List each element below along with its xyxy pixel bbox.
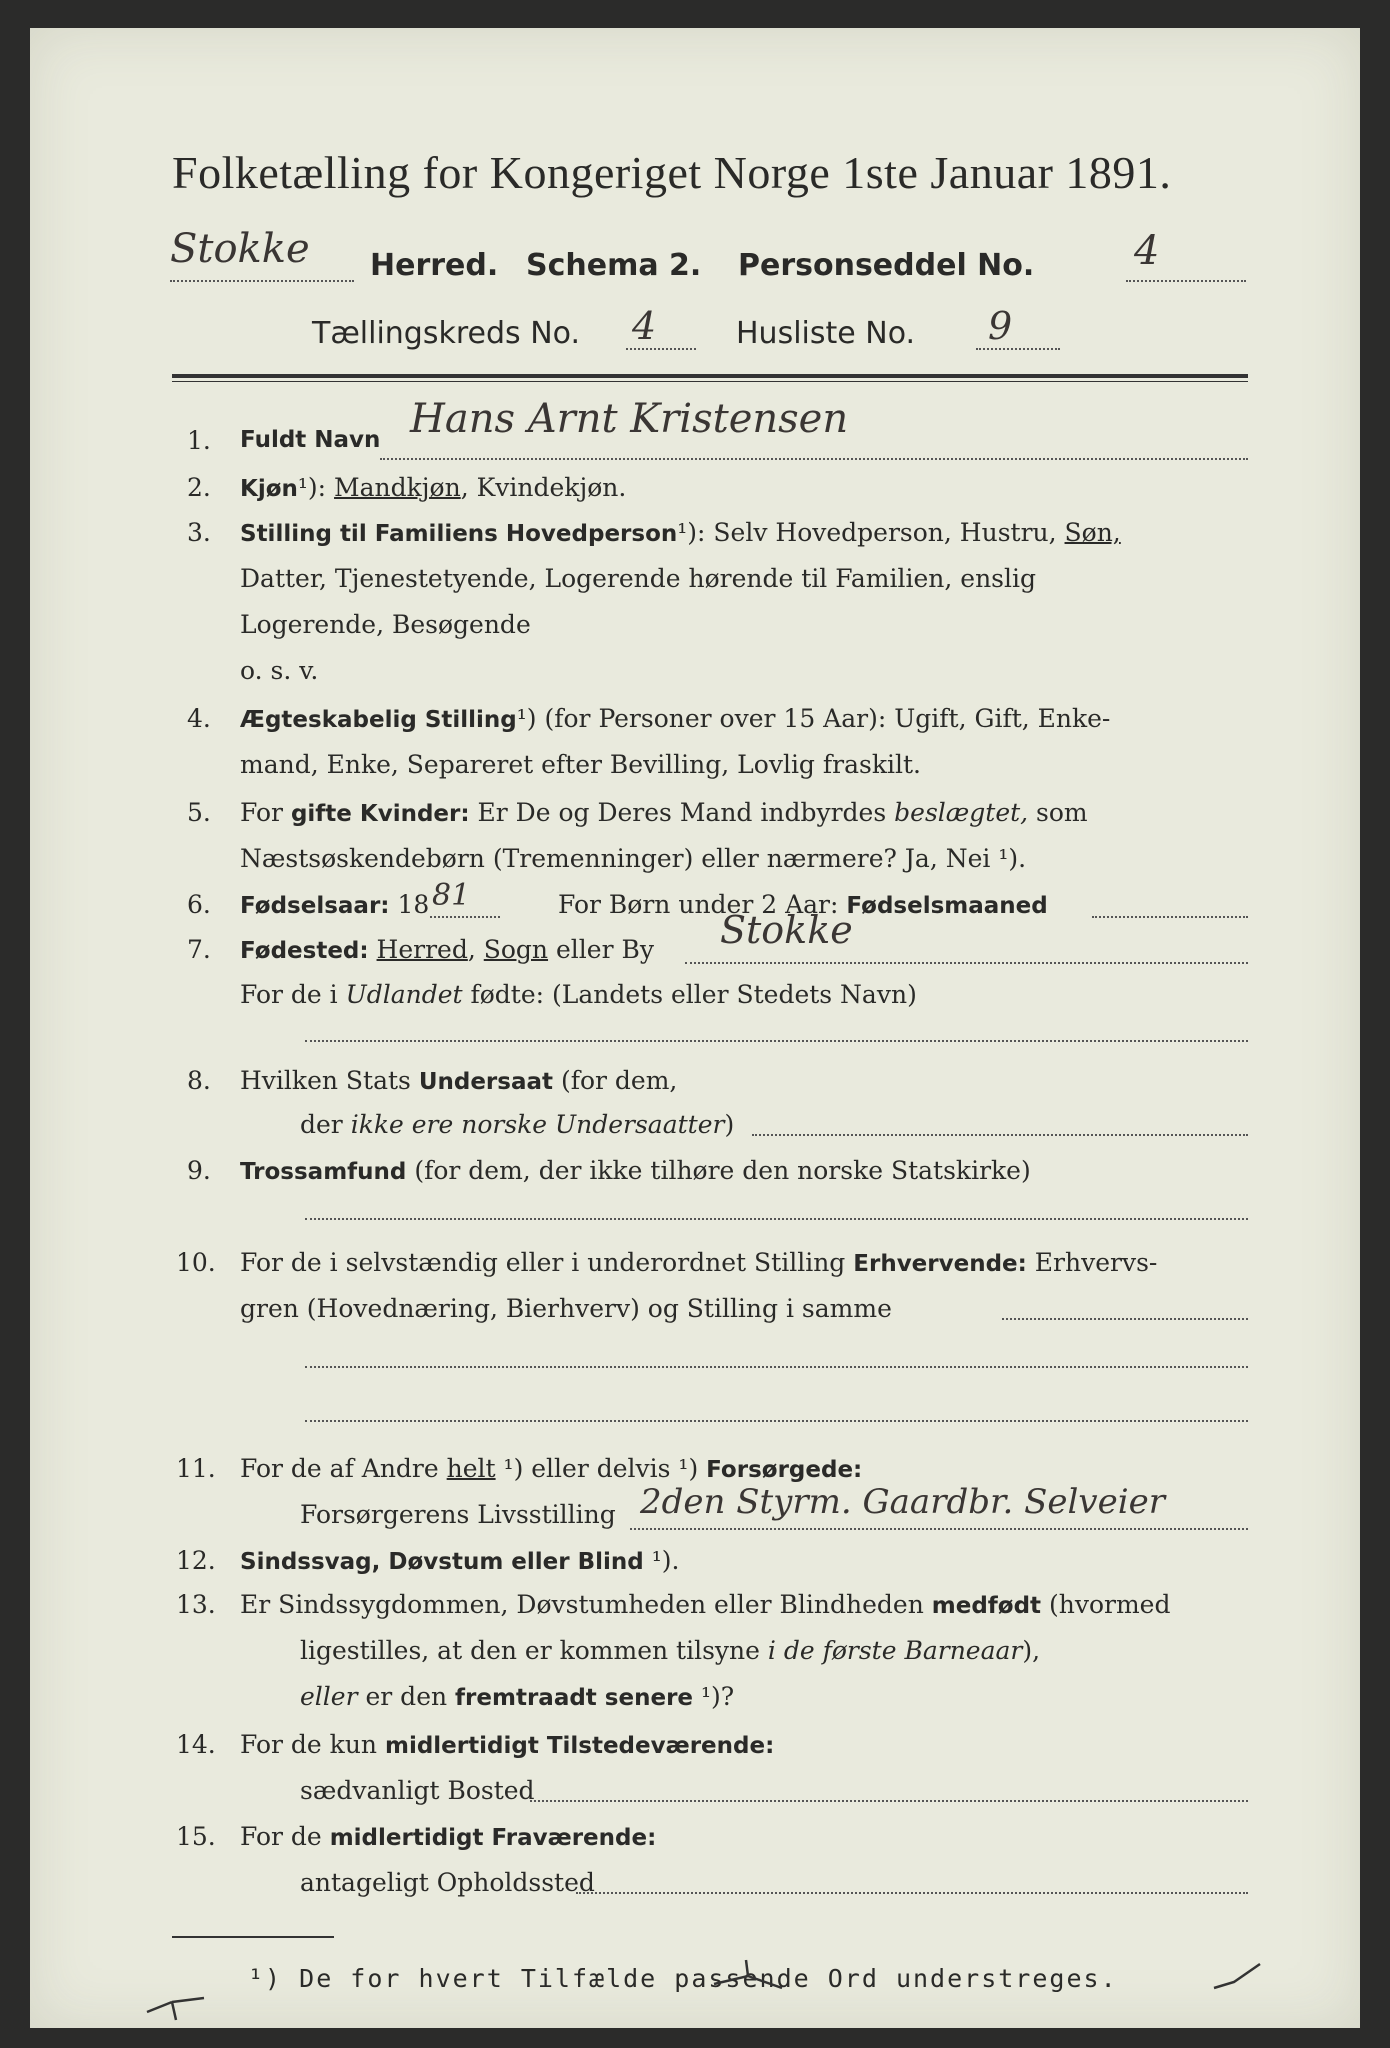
fodested-value: Stokke (720, 908, 853, 952)
item-number: 11. (176, 1454, 216, 1483)
footnote-rule (172, 1936, 334, 1938)
aegteskab-line: Ægteskabelig Stilling¹) (for Personer over 15 Aar): Ugift, Gift, Enke- (240, 704, 1111, 733)
item-number: 7. (187, 935, 211, 964)
fodselsaar-value: 81 (432, 878, 471, 913)
medfodt-line: Er Sindssygdommen, Døvstumheden eller Blindheden medfødt (hvormed (240, 1590, 1171, 1619)
item-number: 1. (187, 426, 211, 455)
form-title: Folketælling for Kongeriget Norge 1ste Januar 1891. (172, 147, 1172, 198)
trossamfund-line: Trossamfund (for dem, der ikke tilhøre den norske Statskirke) (240, 1156, 1031, 1185)
husliste-label: Husliste No. (736, 316, 916, 351)
herred-label: Herred. (370, 248, 499, 283)
census-form-sheet: Folketælling for Kongeriget Norge 1ste Januar 1891. Stokke Herred. Schema 2. Personseddel No. 4 Tællingskreds No. 4 Husliste No. 9 1. Fuldt Navn Hans Arnt Kristensen 2. Kjøn¹): Mandkjøn, Kvindekjøn. 3. Stilling til Familiens Hovedperson¹): Selv Hovedperson, Hustru, Søn, Datter, Tjenestetyende, Logerende hørende til Familien, enslig Logerende, Besøgende o. s. v. 4. Ægteskabelig Stilling¹) (for Personer over 15 Aar): Ugift, Gift, Enke- mand, Enke, Separeret efter Bevilling, Lovlig fraskilt. 5. For gifte Kvinder: Er De og Deres Mand indbyrdes beslægtet, som Næstsøskendebørn (Tremenninger) eller nærmere? Ja, Nei ¹). 6. Fødselsaar: 18 81 For Børn under 2 Aar: Fødselsmaaned 7. Fødested: Herred, Sogn eller By Stokke For de i Udlandet fødte: (Landets eller Stedets Navn) 8. Hvilken Stats Undersaat (for dem, der ikke ere norske Undersaatter) 9. Trossamfund (for dem, der ikke tilhøre den norske Statskirke) 10. For de i selvstændig eller i underordnet Stilling Erhvervende: Erhvervs- gren (Hovednæring, Bierhverv) og Stilling i samme 11. For de af Andre helt ¹) eller delvis ¹) Forsørgede: Forsørgerens Livsstilling 2den Styrm. Gaardbr. Selveier 12. Sindssvag, Døvstum eller Blind ¹). 13. Er Sindssygdommen, Døvstumheden eller Blindheden medfødt (hvormed ligestilles, at den er kommen tilsyne i de første Barneaar), eller er den fremtraadt senere ¹)? 14. For de kun midlertidigt Tilstedeværende: sædvanligt Bosted 15. For de midlertidigt Fraværende: antageligt Opholdssted ¹) De for hvert Tilfælde passende Ord understreges. (30, 28, 1360, 2028)
fravaerende-line: For de midlertidigt Fraværende: (240, 1822, 657, 1851)
kreds-dotted-line (626, 348, 696, 350)
fuldt-navn-label: Fuldt Navn (240, 427, 381, 453)
corner-mark-left (142, 1994, 232, 2024)
item-number: 12. (176, 1546, 216, 1575)
fuldt-navn-dotted-line (380, 458, 1248, 460)
kjon-line: Kjøn¹): Mandkjøn, Kvindekjøn. (240, 473, 627, 502)
item-number: 8. (187, 1066, 211, 1095)
gifte-kvinder-line: For gifte Kvinder: Er De og Deres Mand indbyrdes beslægtet, som (240, 798, 1088, 827)
schema-label: Schema 2. (526, 248, 702, 283)
item-number: 10. (176, 1248, 216, 1277)
header-rule-thin (172, 381, 1248, 382)
item-number: 14. (176, 1730, 216, 1759)
personseddel-dotted-line (1126, 280, 1246, 282)
corner-mark-right (1210, 1954, 1270, 1994)
fodselsaar-line: Fødselsaar: 18 (240, 890, 430, 919)
header-rule-thick (172, 374, 1248, 378)
husliste-value: 9 (988, 304, 1013, 348)
sindssvag-line: Sindssvag, Døvstum eller Blind ¹). (240, 1546, 680, 1575)
item-number: 6. (187, 890, 211, 919)
item-number: 9. (187, 1156, 211, 1185)
herred-dotted-line (170, 280, 354, 282)
fodselsmaaned-line: For Børn under 2 Aar: Fødselsmaaned (558, 890, 1048, 919)
fodested-selected-herred: Herred (376, 935, 468, 964)
forsorger-livsstilling-value: 2den Styrm. Gaardbr. Selveier (640, 1482, 1165, 1522)
kjon-selected-mandkjon: Mandkjøn (334, 473, 461, 502)
stilling-selected-son: Søn, (1064, 518, 1121, 547)
item-number: 3. (187, 518, 211, 547)
personseddel-value: 4 (1134, 228, 1160, 274)
kreds-value: 4 (632, 304, 657, 348)
item-number: 2. (187, 473, 211, 502)
forsorgede-selected-helt: helt (446, 1454, 496, 1483)
item-number: 4. (187, 704, 211, 733)
stilling-line: Stilling til Familiens Hovedperson¹): Selv Hovedperson, Hustru, Søn, (240, 518, 1121, 547)
husliste-dotted-line (976, 348, 1060, 350)
item-number: 15. (176, 1822, 216, 1851)
footnote: ¹) De for hvert Tilfælde passende Ord understreges. (248, 1964, 1118, 1993)
undersaat-line: Hvilken Stats Undersaat (for dem, (240, 1066, 678, 1095)
forsorgede-line: For de af Andre helt ¹) eller delvis ¹) Forsørgede: (240, 1454, 863, 1483)
tilstedevaerende-line: For de kun midlertidigt Tilstedeværende: (240, 1730, 775, 1759)
fuldt-navn-value: Hans Arnt Kristensen (410, 396, 849, 442)
personseddel-label: Personseddel No. (738, 248, 1035, 283)
corner-mark-center (710, 1954, 790, 1994)
herred-value: Stokke (170, 226, 310, 272)
fodested-line: Fødested: Herred, Sogn eller By (240, 935, 654, 964)
erhverv-line: For de i selvstændig eller i underordnet Stilling Erhvervende: Erhvervs- (240, 1248, 1158, 1277)
item-number: 13. (176, 1590, 216, 1619)
udlandet-line: For de i Udlandet fødte: (Landets eller Stedets Navn) (240, 980, 917, 1009)
kjon-label: Kjøn (240, 476, 298, 502)
fodested-selected-sogn: Sogn (483, 935, 549, 964)
item-number: 5. (187, 798, 211, 827)
kreds-label: Tællingskreds No. (312, 316, 580, 351)
